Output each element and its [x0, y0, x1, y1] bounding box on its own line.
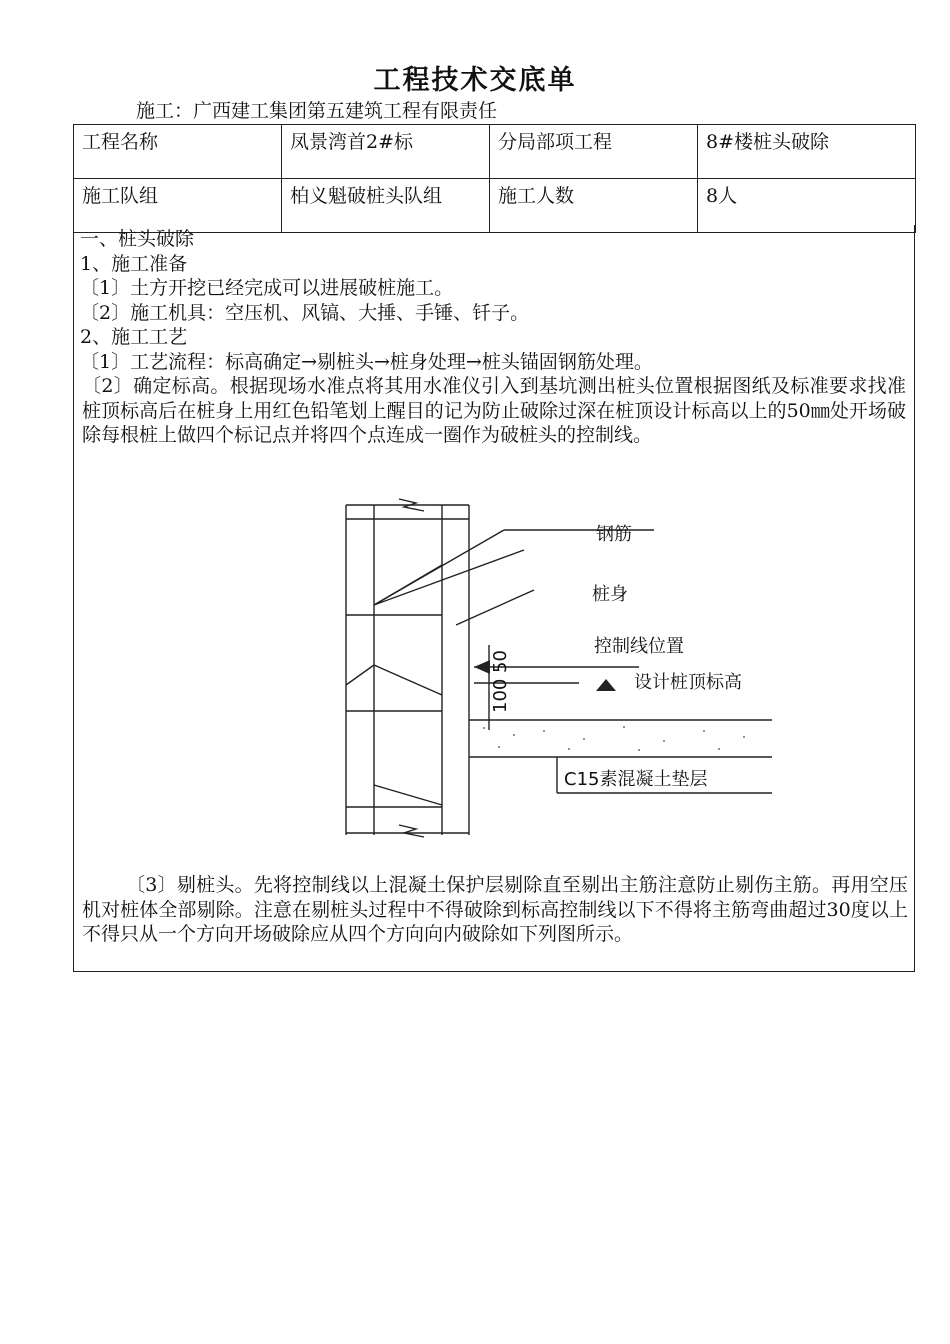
table-row: [74, 125, 916, 179]
info-table: [73, 124, 916, 233]
elevation-triangle-icon: [596, 679, 616, 691]
content-box: [73, 225, 915, 972]
team-label: 施工队组: [74, 179, 282, 233]
dim-50: 50: [490, 650, 511, 673]
team-value: 柏义魁破桩头队组: [282, 179, 490, 233]
sub-heading: 1、施工准备: [80, 252, 188, 275]
list-item: 〔1〕土方开挖已经完成可以进展破桩施工。: [80, 277, 454, 299]
arrow-icon: [474, 660, 490, 674]
dim-100: 100: [490, 678, 511, 713]
label-design-top: 设计桩顶标高: [634, 672, 742, 693]
paragraph-pile-head: 〔3〕剔桩头。先将控制线以上混凝土保护层剔除直至剔出主筋注意防止剔伤主筋。再用空压机对桩体全部剔除。注意在剔桩头过程中不得破除到标高控制线以下不得将主筋弯曲超过30度以上不得只从一个方向开场破除应从四个方向向内破除如下列图所示。: [82, 874, 908, 945]
project-name-value: 凤景湾首2#标: [282, 125, 490, 179]
sub-heading: 2、施工工艺: [80, 326, 188, 348]
workers-value: 8人: [698, 179, 916, 233]
workers-label: 施工人数: [490, 179, 698, 233]
label-control-line: 控制线位置: [594, 636, 684, 657]
sub-project-value: 8#楼桩头破除: [698, 125, 916, 179]
label-cushion: C15素混凝土垫层: [564, 769, 708, 790]
project-name-label: 工程名称: [74, 125, 282, 179]
paragraph-elevation: 〔2〕确定标高。根据现场水准点将其用水准仪引入到基坑测出桩头位置根据图纸及标准要求找准桩顶标高后在桩身上用红色铅笔划上醒目的记为防止破除过深在桩顶设计标高以上的50㎜处开场破除每根桩上做四个标记点并将四个点连成一圈作为破桩头的控制线。: [82, 375, 906, 446]
list-item: 〔1〕工艺流程：标高确定→剔桩头→桩身处理→桩头锚固钢筋处理。: [80, 350, 653, 373]
document-title: 工程技术交底单: [373, 65, 577, 96]
construction-company: 施工：广西建工集团第五建筑工程有限责任: [136, 100, 498, 122]
pile-diagram: [324, 495, 784, 845]
sub-project-label: 分局部项工程: [490, 125, 698, 179]
section-heading: 一、桩头破除: [80, 228, 195, 250]
list-item: 〔2〕施工机具：空压机、风镐、大捶、手锤、钎子。: [80, 301, 530, 324]
label-rebar: 钢筋: [596, 524, 632, 545]
label-pile-body: 桩身: [592, 584, 628, 605]
